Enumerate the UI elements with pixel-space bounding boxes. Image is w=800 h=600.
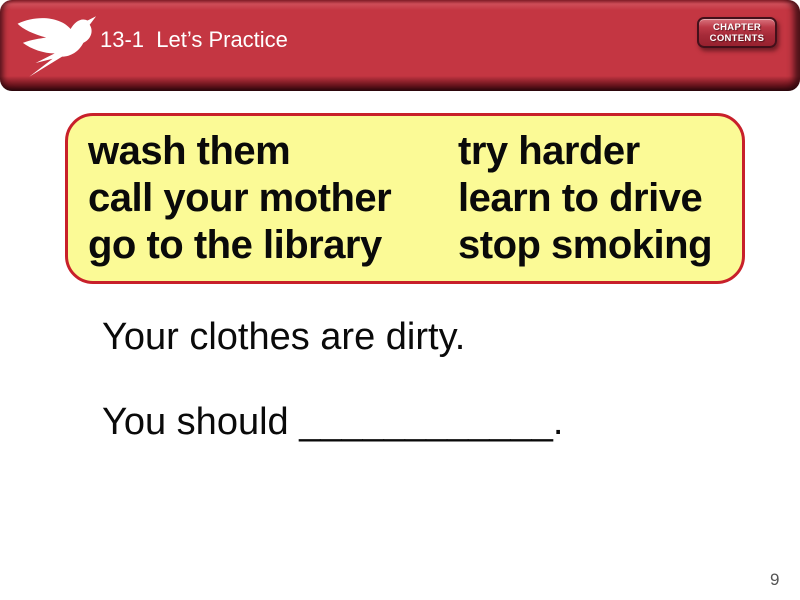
- chapter-contents-button-line1: CHAPTER: [712, 21, 762, 33]
- phrase-choices-box: [65, 113, 745, 284]
- phrase-grid: [88, 128, 742, 269]
- phrase-item: wash them: [88, 129, 291, 173]
- header-bar: [0, 0, 800, 91]
- chapter-contents-button-line2: CONTENTS: [709, 32, 765, 44]
- phrase-item: learn to drive: [458, 176, 703, 220]
- exercise-prompt: Your clothes are dirty.: [102, 316, 466, 358]
- page-number: 9: [770, 570, 780, 589]
- phrase-item: stop smoking: [458, 223, 713, 267]
- chapter-contents-button[interactable]: [697, 17, 777, 48]
- swallow-logo-icon: [14, 11, 106, 81]
- exercise-answer-blank: You should ____________.: [102, 401, 564, 443]
- phrase-item: try harder: [458, 129, 640, 173]
- lesson-title: 13-1 Let’s Practice: [100, 27, 288, 52]
- phrase-item: go to the library: [88, 223, 382, 267]
- phrase-item: call your mother: [88, 176, 392, 220]
- phrase-column-left: [88, 128, 458, 269]
- phrase-column-right: [458, 128, 742, 269]
